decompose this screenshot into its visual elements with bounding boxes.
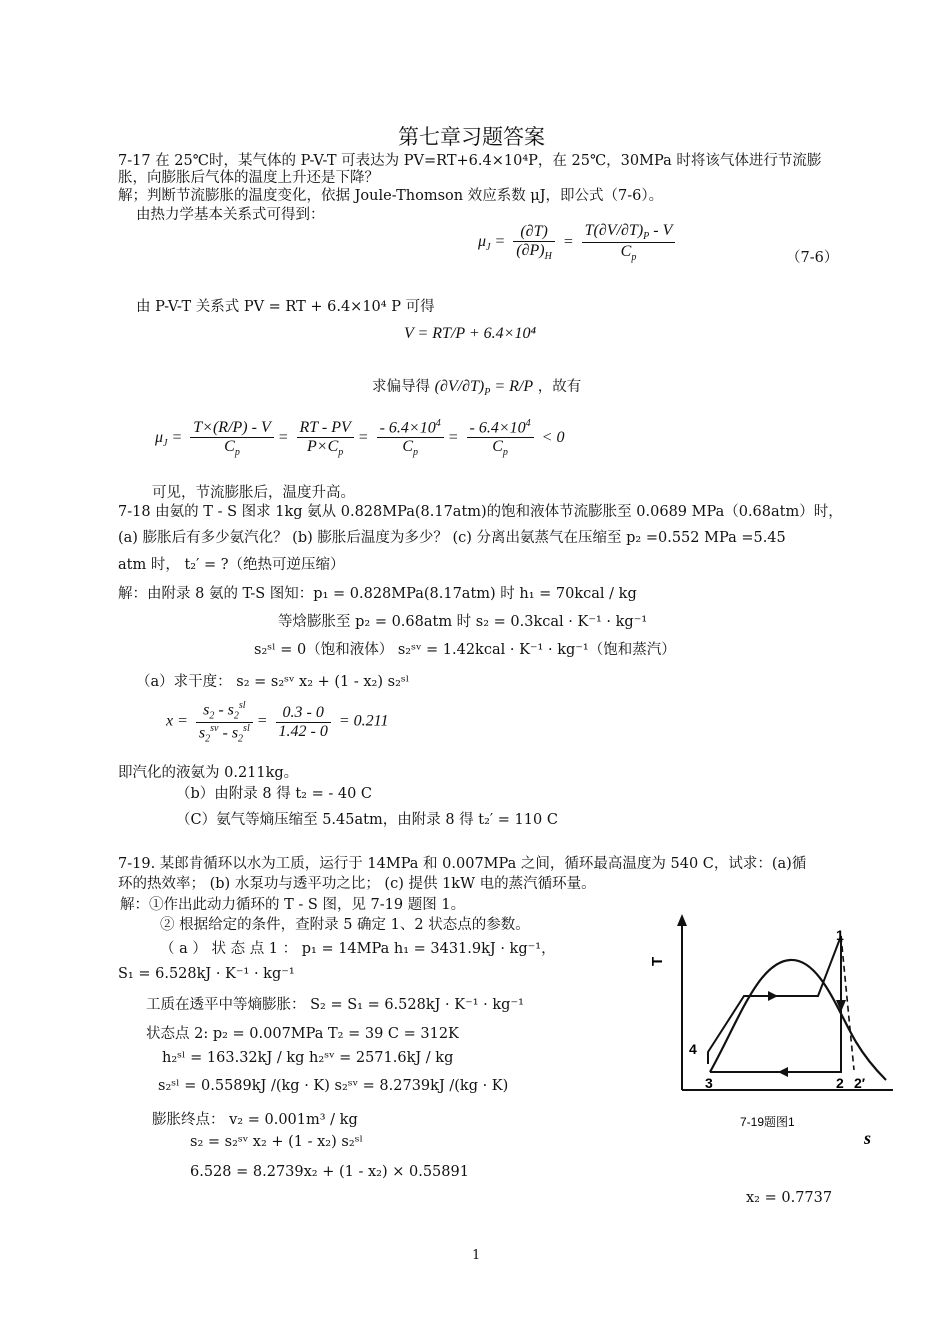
s-axis-label: s: [864, 1128, 872, 1148]
page-title: 第七章习题答案: [398, 125, 545, 149]
equation-tag: （7-6）: [786, 250, 839, 266]
p718-line5: 等焓膨胀至 p₂ = 0.68atm 时 s₂ = 0.3kcal · K⁻¹ · kg⁻¹: [278, 614, 648, 630]
p719-line9: h₂ˢˡ = 163.32kJ / kg h₂ˢᵛ = 2571.6kJ / kg: [162, 1050, 454, 1066]
arrow-heating-icon: [768, 991, 778, 1001]
saturation-dome: [710, 960, 886, 1080]
joule-thomson-equation: $\mu_J$ = $\frac{(\partial T)}{(\partial P)_H}$ = $\frac{T(\partial V/\partial T)_P - V}{C_p}$: [478, 222, 679, 263]
p717-line6b: ，故有: [537, 379, 582, 395]
ts-diagram-svg: [648, 912, 898, 1152]
dryness-equation: x = $\frac{s_2 - s_2^{sl}}{s_2^{sv} - s_2^{sl}}$ = $\frac{0.3 - 0}{1.42 - 0}$ = 0.211: [166, 700, 389, 745]
t-axis-arrow-icon: [677, 914, 687, 926]
p719-line4: ② 根据给定的条件，查附录 5 确定 1、2 状态点的参数。: [160, 917, 530, 933]
arrow-condensing-icon: [778, 1067, 788, 1077]
point-label-4: 4: [689, 1041, 697, 1057]
dryness-result: = 0.211: [338, 712, 389, 730]
p719-line3: 解：①作出此动力循环的 T - S 图，见 7-19 题图 1。: [120, 897, 466, 913]
point-label-3: 3: [705, 1075, 713, 1091]
p719-line6: S₁ = 6.528kJ · K⁻¹ · kg⁻¹: [118, 966, 295, 982]
volume-equation: V = RT/P + 6.4×10⁴: [404, 325, 537, 342]
point-label-2prime: 2′: [854, 1075, 866, 1091]
p718-line6: s₂ˢˡ = 0（饱和液体） s₂ˢᵛ = 1.42kcal · K⁻¹ · kg⁻¹（饱和蒸汽）: [254, 642, 676, 658]
p718-line10: （C）氨气等熵压缩至 5.45atm，由附录 8 得 t₂′ = 110 C: [176, 812, 558, 828]
p718-line3: atm 时， t₂′ = ?（绝热可逆压缩）: [118, 557, 345, 573]
p717-line3: 解；判断节流膨胀的温度变化，依据 Joule-Thomson 效应系数 μJ，即公式（7-6）。: [118, 188, 664, 204]
p719-line8: 状态点 2: p₂ = 0.007MPa T₂ = 39 C = 312K: [146, 1026, 459, 1042]
p718-line8: 即汽化的液氨为 0.211kg。: [118, 765, 299, 781]
page-number: 1: [472, 1248, 481, 1263]
p719-line5: （ a ） 状 态 点 1 ： p₁ = 14MPa h₁ = 3431.9kJ · kg⁻¹，: [160, 941, 556, 957]
p719-line10: s₂ˢˡ = 0.5589kJ /(kg · K) s₂ˢᵛ = 8.2739kJ /(kg · K): [158, 1078, 509, 1094]
p719-line1: 7-19. 某郎肯循环以水为工质，运行于 14MPa 和 0.007MPa 之间，循环最高温度为 540 C，试求：(a)循: [118, 856, 807, 872]
p717-line1: 7-17 在 25℃时，某气体的 P-V-T 可表达为 PV=RT+6.4×10⁴P，在 25℃，30MPa 时将该气体进行节流膨: [118, 153, 822, 169]
partial-derivative: $(\partial V/\partial T)_P = R/P$: [434, 378, 534, 399]
p719-line11: 膨胀终点： v₂ = 0.001m³ / kg: [152, 1112, 358, 1128]
figure-caption: 7-19题图1: [740, 1115, 795, 1129]
p718-line1: 7-18 由氨的 T - S 图求 1kg 氨从 0.828MPa(8.17atm)的饱和液体节流膨胀至 0.0689 MPa（0.68atm）时，: [118, 504, 843, 520]
cycle-path: [708, 936, 841, 1072]
p718-line7: （a）求干度： s₂ = s₂ˢᵛ x₂ + (1 - x₂) s₂ˢˡ: [136, 674, 410, 690]
p717-line2: 胀，向膨胀后气体的温度上升还是下降？: [118, 170, 379, 186]
mu-j-inequality: < 0: [541, 428, 565, 446]
p719-line14: x₂ = 0.7737: [746, 1190, 833, 1206]
p719-line7: 工质在透平中等熵膨胀： S₂ = S₁ = 6.528kJ · K⁻¹ · kg⁻¹: [146, 997, 524, 1013]
point-label-2: 2: [836, 1075, 844, 1091]
p719-line13: 6.528 = 8.2739x₂ + (1 - x₂) × 0.55891: [190, 1164, 469, 1180]
ts-diagram: [648, 912, 898, 1152]
p718-line2: (a) 膨胀后有多少氨汽化？ (b) 膨胀后温度为多少？ (c) 分离出氨蒸气在压缩至 p₂ =0.552 MPa =5.45: [118, 530, 786, 546]
p718-line9: （b）由附录 8 得 t₂ = - 40 C: [176, 786, 373, 802]
mu-j-equation: $\mu_J$ = $\frac{T\times(R/P) - V}{C_p}$ = $\frac{RT - PV}{P\times C_p}$ = $\frac{- 6.4\times 10^4}{C_p}$ = $\frac{- 6.4\times 10^4}{C_p}$ < 0: [155, 418, 565, 459]
p717-line5: 由 P-V-T 关系式 PV = RT + 6.4×10⁴ P 可得: [136, 299, 435, 315]
p719-line2: 环的热效率； (b) 水泵功与透平功之比； (c) 提供 1kW 电的蒸汽循环量。: [118, 876, 596, 892]
p718-line4: 解：由附录 8 氨的 T-S 图知：p₁ = 0.828MPa(8.17atm) 时 h₁ = 70kcal / kg: [118, 586, 637, 602]
t-axis-label: T: [649, 956, 666, 966]
p717-line6a: 求偏导得: [372, 379, 430, 395]
partial-derivative-line: [372, 375, 581, 398]
p719-line12: s₂ = s₂ˢᵛ x₂ + (1 - x₂) s₂ˢˡ: [190, 1134, 364, 1150]
p717-line4: 由热力学基本关系式可得到：: [136, 207, 325, 223]
p717-line7: 可见，节流膨胀后，温度升高。: [152, 485, 355, 501]
point-label-1: 1: [836, 927, 844, 943]
